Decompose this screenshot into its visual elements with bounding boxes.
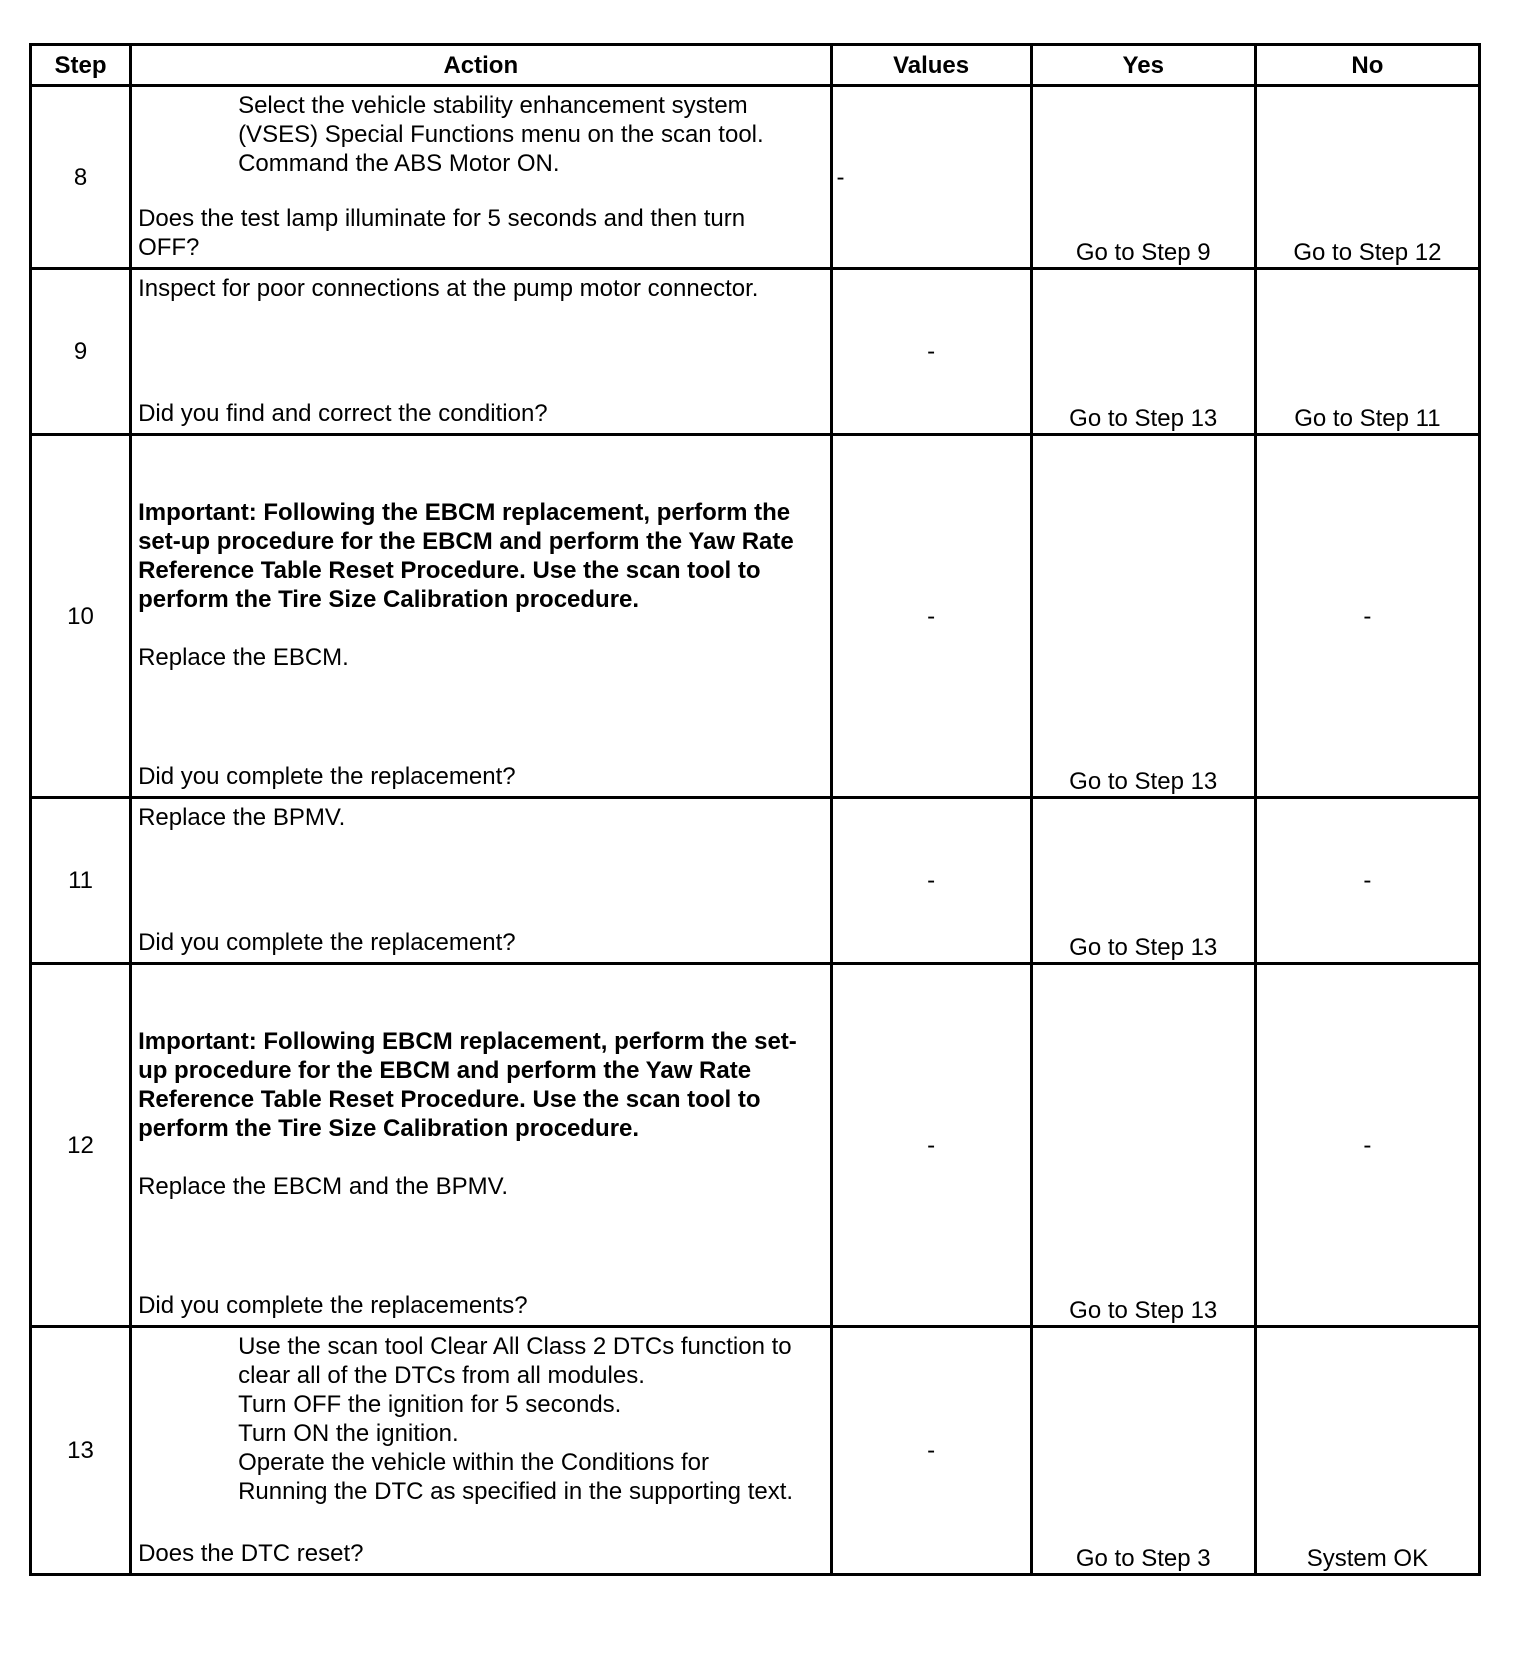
diagnostic-table	[29, 43, 1481, 1576]
header-values: Values	[831, 45, 1031, 86]
yes-cell: Go to Step 13	[1031, 269, 1255, 435]
action-line: Turn OFF the ignition for 5 seconds.	[238, 1391, 622, 1418]
action-cell	[131, 964, 831, 1327]
header-row	[31, 45, 1480, 86]
action-line: Command the ABS Motor ON.	[238, 150, 560, 177]
yes-cell: Go to Step 13	[1031, 435, 1255, 798]
important-line: set-up procedure for the EBCM and perform the Yaw Rate	[138, 528, 794, 555]
question-line: Does the test lamp illuminate for 5 seconds and then turn	[138, 205, 746, 232]
question-text: Did you find and correct the condition?	[138, 400, 548, 427]
header-no: No	[1255, 45, 1479, 86]
value-cell: -	[831, 964, 1031, 1327]
question-text: Did you complete the replacement?	[138, 763, 516, 790]
value-cell: -	[831, 798, 1031, 964]
step-number: 9	[31, 269, 131, 435]
action-cell	[131, 798, 831, 964]
yes-cell: Go to Step 13	[1031, 964, 1255, 1327]
header-action: Action	[131, 45, 831, 86]
action-cell	[131, 269, 831, 435]
question-line: OFF?	[138, 234, 200, 261]
important-line: Important: Following EBCM replacement, perform the set-	[138, 1028, 797, 1055]
step-number: 11	[31, 798, 131, 964]
table-row-step-13	[31, 1327, 1480, 1575]
action-line: Operate the vehicle within the Conditions for	[238, 1449, 709, 1476]
step-number: 13	[31, 1327, 131, 1575]
no-cell: Go to Step 12	[1255, 86, 1479, 269]
step-number: 8	[31, 86, 131, 269]
step-number: 12	[31, 964, 131, 1327]
table-row-step-9	[31, 269, 1480, 435]
value-cell: -	[831, 86, 1031, 269]
action-line: (VSES) Special Functions menu on the scan tool.	[238, 121, 764, 148]
question-text: Does the DTC reset?	[138, 1540, 364, 1567]
yes-cell: Go to Step 13	[1031, 798, 1255, 964]
table-row-step-8	[31, 86, 1480, 269]
action-text: Replace the EBCM and the BPMV.	[138, 1173, 509, 1200]
no-cell: Go to Step 11	[1255, 269, 1479, 435]
important-line: Reference Table Reset Procedure. Use the scan tool to	[138, 1086, 761, 1113]
important-line: up procedure for the EBCM and perform the Yaw Rate	[138, 1057, 752, 1084]
action-line: Running the DTC as specified in the supporting text.	[238, 1478, 794, 1505]
no-cell: -	[1255, 964, 1479, 1327]
header-yes: Yes	[1031, 45, 1255, 86]
value-cell: -	[831, 1327, 1031, 1575]
table-row-step-10	[31, 435, 1480, 798]
yes-cell: Go to Step 9	[1031, 86, 1255, 269]
value-cell: -	[831, 435, 1031, 798]
step-number: 10	[31, 435, 131, 798]
important-line: Important: Following the EBCM replacement, perform the	[138, 499, 791, 526]
question-text: Did you complete the replacements?	[138, 1292, 528, 1319]
question-text: Did you complete the replacement?	[138, 929, 516, 956]
action-line: Turn ON the ignition.	[238, 1420, 459, 1447]
important-line: perform the Tire Size Calibration procedure.	[138, 1115, 640, 1142]
important-line: perform the Tire Size Calibration procedure.	[138, 586, 640, 613]
no-cell: -	[1255, 798, 1479, 964]
action-text: Inspect for poor connections at the pump motor connector.	[138, 275, 759, 302]
yes-cell: Go to Step 3	[1031, 1327, 1255, 1575]
action-text: Replace the BPMV.	[138, 804, 346, 831]
action-text: Replace the EBCM.	[138, 644, 349, 671]
no-cell: -	[1255, 435, 1479, 798]
important-line: Reference Table Reset Procedure. Use the scan tool to	[138, 557, 761, 584]
table-row-step-11	[31, 798, 1480, 964]
value-cell: -	[831, 269, 1031, 435]
table-row-step-12	[31, 964, 1480, 1327]
action-cell	[131, 1327, 831, 1575]
action-line: Use the scan tool Clear All Class 2 DTCs function to	[238, 1333, 792, 1360]
action-cell	[131, 86, 831, 269]
action-cell	[131, 435, 831, 798]
action-line: Select the vehicle stability enhancement system	[238, 92, 748, 119]
no-cell: System OK	[1255, 1327, 1479, 1575]
action-line: clear all of the DTCs from all modules.	[238, 1362, 645, 1389]
header-step: Step	[31, 45, 131, 86]
